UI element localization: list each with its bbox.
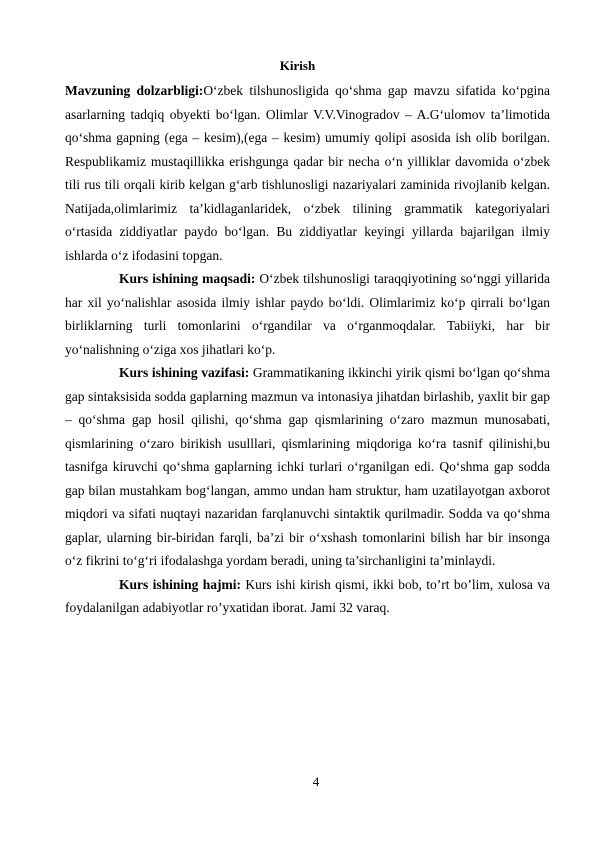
paragraph-text: Grammatikaning ikkinchi yirik qismi bo‘lgan qo‘shma gap sintaksisida sodda gaplarning mazmun va intonasiya jihatdan birlashib, yaxlit bir gap – qo‘shma gap hosil qilishi, qo‘shma gap qismlarining o‘zaro mazmun munosabati, qismlarining o‘zaro birikish usulllari, qismlarining miqdoriga ko‘ra tasnif qilinishi,bu tasnifga kiruvchi qo‘shma gaplarning ichki turlari o‘rganilgan edi. Qo‘shma gap sodda gap bilan mustahkam bog‘langan, ammo undan ham struktur, ham uzatilayotgan axborot miqdori va sifati nuqtayi nazaridan farqlanuvchi sintaktik qurilmadir. Sodda va qo‘shma gaplar, ularning bir-biridan farqli, ba’zi bir o‘xshash tomonlarini bilish har bir insonga o‘z fikrini to‘g‘ri ifodalashga yordam beradi, uning ta’sirchanligini ta’minlaydi. (65, 365, 550, 568)
paragraph-task (65, 361, 550, 573)
page-number: 4 (312, 774, 320, 789)
paragraph-text: O‘zbek tilshunosligi taraqqiyotining so‘nggi yillarida har xil yo‘nalishlar asosida ilmiy ishlar paydo bo‘ldi. Olimlarimiz ko‘p qirrali bo‘lgan birliklarning turli tomonlarini o‘rgandilar va o‘rganmoqdalar. Tabiiyki, har bir yo‘nalishning o‘ziga xos jihatlari ko‘p. (65, 271, 550, 357)
paragraph-relevance (65, 79, 550, 267)
paragraph-volume (65, 573, 550, 620)
paragraph-text: Kurs ishi kirish qismi, ikki bob, to’rt bo’lim, xulosa va foydalanilgan adabiyotlar ro’yxatidan iborat. Jami 32 varaq. (65, 576, 550, 615)
paragraph-heading: Mavzuning dolzarbligi: (65, 83, 204, 98)
document-body (65, 79, 550, 620)
paragraph-goal (65, 267, 550, 361)
paragraph-heading: Kurs ishining maqsadi: (119, 271, 256, 286)
paragraph-text: O‘zbek tilshunosligida qo‘shma gap mavzu sifatida ko‘pgina asarlarning tadqiq obyekti bo‘lgan. Olimlar V.V.Vinogradov – A.G‘ulomov ta’limotida qo‘shma gapning (ega – kesim),(ega – kesim) umumiy qolipi asosida ish olib borilgan. Respublikamiz mustaqillikka erishgunga qadar bir necha o‘n yilliklar davomida o‘zbek tili rus tili orqali kirib kelgan g‘arb tishlunosligi nazariyalari zaminida rivojlanib kelgan. Natijada,olimlarimiz ta’kidlaganlaridek, o‘zbek tilining grammatik kategoriyalari o‘rtasida ziddiyatlar paydo bo‘lgan. Bu ziddiyatlar keyingi yillarda bajarilgan ilmiy ishlarda o‘z ifodasini topgan. (65, 83, 550, 263)
paragraph-heading: Kurs ishining hajmi: (119, 576, 242, 592)
paragraph-heading: Kurs ishining vazifasi: (119, 365, 250, 380)
page-title: Kirish (279, 58, 316, 73)
